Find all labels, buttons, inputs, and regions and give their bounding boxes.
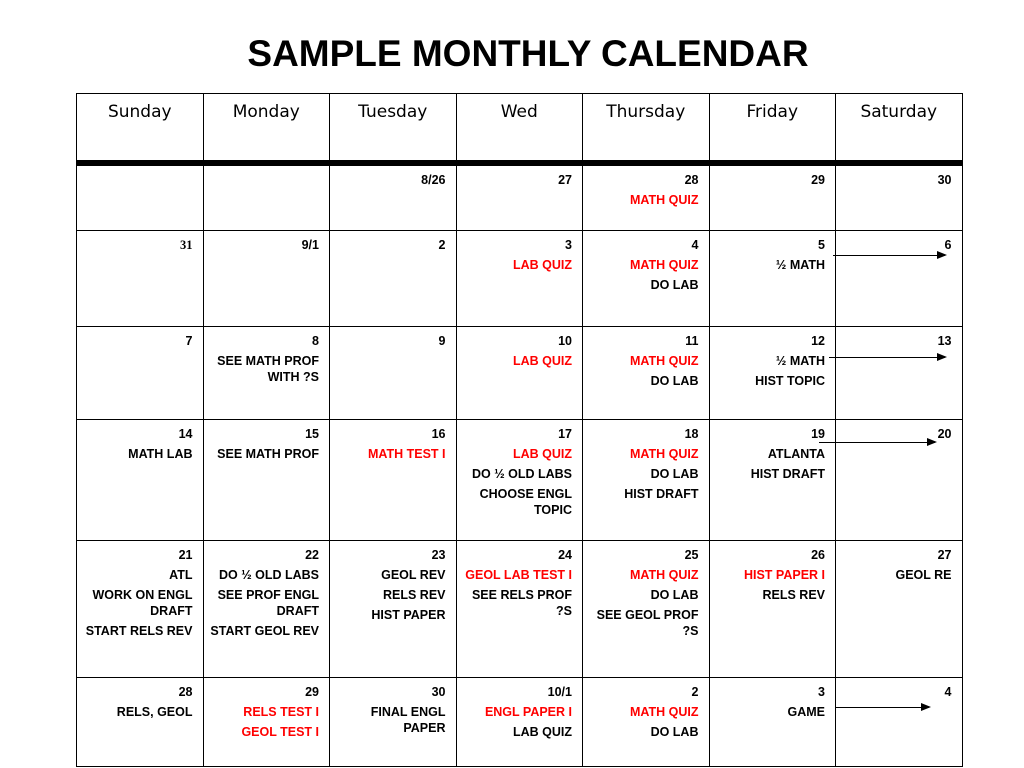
day-number: 7 (185, 334, 193, 348)
day-cell (330, 420, 457, 541)
calendar-event: MATH QUIZ (629, 354, 699, 368)
day-number: 16 (431, 427, 446, 441)
day-cell (709, 678, 836, 767)
day-cell (836, 327, 963, 420)
day-cell (836, 541, 963, 678)
day-number: 9 (438, 334, 446, 348)
day-number: 8/26 (421, 173, 446, 187)
header-sunday: Sunday (77, 94, 204, 164)
day-number: 26 (811, 548, 825, 562)
calendar-event: HIST PAPER I (743, 568, 825, 582)
day-number: 10/1 (547, 685, 572, 699)
weekday-header-row (77, 94, 963, 164)
calendar-event: SEE GEOL PROF ?S (596, 608, 699, 638)
calendar-event: DO LAB (650, 725, 699, 739)
calendar-event: DO LAB (650, 278, 699, 292)
day-cell (709, 327, 836, 420)
day-cell (836, 420, 963, 541)
calendar-event: RELS TEST I (243, 705, 319, 719)
day-number: 19 (811, 427, 825, 441)
calendar-event: MATH TEST I (367, 447, 446, 461)
header-saturday: Saturday (836, 94, 963, 164)
day-cell (203, 678, 330, 767)
day-cell (203, 163, 330, 231)
calendar-event: HIST PAPER (371, 608, 446, 622)
day-cell (456, 231, 583, 327)
calendar-event: FINAL ENGL PAPER (370, 705, 446, 735)
calendar-event: LAB QUIZ (512, 447, 572, 461)
calendar-event: MATH LAB (128, 447, 193, 461)
calendar-event: START GEOL REV (210, 624, 319, 638)
day-number: 28 (684, 173, 699, 187)
day-cell (77, 541, 204, 678)
day-cell (330, 231, 457, 327)
week-row (77, 327, 963, 420)
calendar-event: GEOL TEST I (241, 725, 319, 739)
day-number: 12 (811, 334, 825, 348)
day-cell (456, 163, 583, 231)
calendar-event: ENGL PAPER I (484, 705, 572, 719)
day-number: 29 (811, 173, 825, 187)
day-number: 8 (312, 334, 319, 348)
day-cell (330, 678, 457, 767)
header-tuesday: Tuesday (330, 94, 457, 164)
day-number: 30 (937, 173, 952, 187)
day-number: 25 (684, 548, 699, 562)
day-number: 28 (178, 685, 193, 699)
day-cell (709, 420, 836, 541)
day-cell (836, 678, 963, 767)
day-cell (330, 541, 457, 678)
day-cell (203, 231, 330, 327)
calendar-event: ATLANTA (767, 447, 825, 461)
day-number: 13 (937, 334, 952, 348)
day-cell (836, 163, 963, 231)
day-number: 27 (558, 173, 572, 187)
day-number: 20 (937, 427, 952, 441)
day-number: 2 (691, 685, 699, 699)
calendar-event: HIST DRAFT (624, 487, 699, 501)
day-number: 5 (818, 238, 825, 252)
calendar-event: MATH QUIZ (629, 193, 699, 207)
calendar-event: SEE MATH PROF (217, 447, 319, 461)
day-cell (583, 541, 710, 678)
week-row (77, 420, 963, 541)
day-number: 18 (684, 427, 699, 441)
calendar-event: RELS, GEOL (116, 705, 193, 719)
day-cell (456, 327, 583, 420)
day-cell (583, 163, 710, 231)
calendar-event: LAB QUIZ (512, 725, 572, 739)
day-number: 3 (565, 238, 572, 252)
calendar-event: RELS REV (382, 588, 446, 602)
day-cell (203, 420, 330, 541)
day-cell (330, 327, 457, 420)
calendar-table (76, 93, 963, 767)
header-friday: Friday (709, 94, 836, 164)
week-row (77, 231, 963, 327)
day-cell (709, 163, 836, 231)
day-number: 3 (818, 685, 825, 699)
day-cell (583, 327, 710, 420)
arrow-icon (835, 707, 929, 708)
day-cell (77, 420, 204, 541)
calendar-event: DO LAB (650, 467, 699, 481)
calendar-event: LAB QUIZ (512, 354, 572, 368)
day-cell (77, 678, 204, 767)
calendar-event: MATH QUIZ (629, 258, 699, 272)
calendar-event: START RELS REV (85, 624, 193, 638)
day-number: 10 (558, 334, 572, 348)
calendar-event: ½ MATH (775, 258, 825, 272)
day-number: 4 (944, 685, 952, 699)
day-cell (77, 163, 204, 231)
calendar-event: WORK ON ENGL DRAFT (92, 588, 193, 618)
day-number: 31 (180, 238, 193, 252)
calendar-event: DO ½ OLD LABS (471, 467, 572, 481)
calendar-event: SEE PROF ENGL DRAFT (217, 588, 319, 618)
page-title: SAMPLE MONTHLY CALENDAR (247, 33, 809, 74)
calendar-event: DO ½ OLD LABS (218, 568, 319, 582)
day-cell (77, 327, 204, 420)
day-number: 4 (691, 238, 699, 252)
calendar-event: ½ MATH (775, 354, 825, 368)
day-number: 29 (305, 685, 319, 699)
day-cell (709, 541, 836, 678)
header-thursday: Thursday (583, 94, 710, 164)
calendar-event: MATH QUIZ (629, 705, 699, 719)
calendar-event: SEE RELS PROF ?S (471, 588, 572, 618)
day-number: 11 (685, 334, 699, 348)
arrow-icon (819, 442, 935, 443)
day-number: 17 (558, 427, 572, 441)
day-cell (583, 678, 710, 767)
day-cell (330, 163, 457, 231)
calendar-event: RELS REV (762, 588, 825, 602)
day-cell (583, 420, 710, 541)
calendar-event: GEOL LAB TEST I (465, 568, 572, 582)
calendar-event: ATL (169, 568, 193, 582)
calendar-event: CHOOSE ENGL TOPIC (479, 487, 572, 517)
day-number: 6 (944, 238, 952, 252)
header-monday: Monday (203, 94, 330, 164)
calendar-event: GEOL REV (381, 568, 446, 582)
day-cell (836, 231, 963, 327)
day-cell (203, 541, 330, 678)
day-cell (77, 231, 204, 327)
day-cell (456, 678, 583, 767)
calendar-event: MATH QUIZ (629, 447, 699, 461)
day-cell (709, 231, 836, 327)
calendar-event: DO LAB (650, 588, 699, 602)
day-number: 21 (178, 548, 193, 562)
day-number: 23 (431, 548, 446, 562)
day-cell (456, 420, 583, 541)
calendar-event: GEOL RE (895, 568, 952, 582)
calendar-event: MATH QUIZ (629, 568, 699, 582)
week-row (77, 163, 963, 231)
day-number: 9/1 (301, 238, 319, 252)
day-number: 15 (305, 427, 319, 441)
calendar-event: HIST DRAFT (750, 467, 825, 481)
day-number: 24 (558, 548, 572, 562)
calendar-event: SEE MATH PROF WITH ?S (217, 354, 319, 384)
arrow-icon (829, 357, 945, 358)
week-row (77, 541, 963, 678)
calendar-event: DO LAB (650, 374, 699, 388)
day-number: 22 (305, 548, 319, 562)
header-wednesday: Wed (456, 94, 583, 164)
calendar-event: LAB QUIZ (512, 258, 572, 272)
week-row (77, 678, 963, 767)
arrow-icon (833, 255, 945, 256)
day-cell (583, 231, 710, 327)
day-number: 30 (431, 685, 446, 699)
calendar-event: GAME (787, 705, 825, 719)
day-cell (456, 541, 583, 678)
day-number: 27 (937, 548, 952, 562)
day-number: 2 (438, 238, 446, 252)
day-cell (203, 327, 330, 420)
calendar-event: HIST TOPIC (755, 374, 825, 388)
day-number: 14 (178, 427, 193, 441)
